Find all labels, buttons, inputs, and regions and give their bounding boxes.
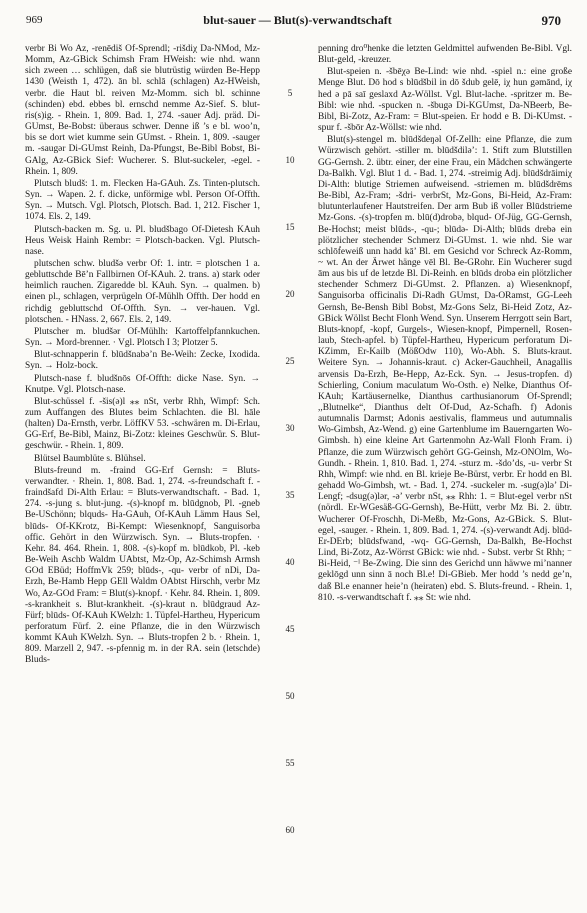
line-number: 30 [285, 423, 295, 433]
line-number: 55 [285, 758, 295, 768]
line-number-gutter [270, 44, 310, 904]
entry-paragraph: plutschen schw. bludšə verbr Of: 1. intr. = plotschen 1 a. gebluttschde Bē’n Fallbirnen Of-KAuh. 2. trans. a) stark oder heimlich rauchen. Zigaredde bl. KAuh. Syn. → qualmen. b) einen pl., schlagen, verprügeln Of-Mühlh Offth. Der hodd en richdig gebluttschd Of-Offth. Syn. → ver-hauen. Vgl. plotschen. - HNass. 2, 667. Els. 2, 149. [25, 258, 260, 325]
line-number: 5 [287, 88, 293, 98]
entry-paragraph: Bluts-freund m. -fraind GG-Erf Gernsh: = Bluts-verwandter. · Rhein. 1, 808. Bad. 1, 274. -s-freundschaft f. -fraindšafd Di-Alth Erlau: = Bluts-verwandtschaft. - Bad. 1, 274. -s-jung s. blut-jung. -(s)-knopf m. blūdgnob, Pl. -gneb Be-USchönn; blquds- Ha-GAuh, Of-KAuh Lämm Haus Sel, blūds- Of-KKrotz, Bi-Kempt: Wiesenknopf, Sanguisorba offic. Gehört in den Würzwisch. Syn. → Bluts-tropfen. · Kehr. 84. 464. Rhein. 1, 808. -(s)-kopf m. blūdkob, Pl. -keb Be-Weih Aschb Waldm UAbtst, Mz-Op, Az-Schimsh Armsh GOd EBüd; HoffmVk 259; blūds-, -qu- verbr of nDi, Da-Erzh, Be-Hamb Hepp GEll Waldm OAbtst Hirschh, verbr Mz Wo, Az-GOd Fram: = Blut(s)-knopf. · Kehr. 84. Rhein. 1, 809. -s-krankheit s. Blut-krankheit. -(s)-kraut n. blūdgraud Az-Fürf; blūds- Of-KAuh KWelzh: 1. Tüpfel-Hartheu, Hypericum perforatum Fürf. 2. eine Pflanze, die in den Würzwisch kommt KAuh KWelzh. Syn. → Bluts-tropfen 2 b. · Rhein. 1, 809. Marzell 2, 947. -s-pfennig m. in der RA. sein (letschde) Bluds- [25, 465, 260, 666]
line-number: 25 [285, 356, 295, 366]
page-number-left: 969 [26, 14, 43, 26]
line-number: 15 [285, 222, 295, 232]
line-number: 35 [285, 490, 295, 500]
entry-paragraph: penning dro⁰henke die letzten Geldmittel aufwenden Be-Bibl. Vgl. Blut-geld, -kreuzer. [318, 44, 572, 66]
entry-paragraph: Blut-schüssel f. -šis(ə)l ⁎⁎ nSt, verbr Rhh, Wimpf: Sch. zum Auffangen des Blutes beim Schlachten. die Bl. hāle (halten) Da-Ernsth, verbr. LöffKV 53. -schwären m. Di-Erlau, GG-Erf, Be-Bibl, Mainz, Bi-Zotz: kleines Geschwür. S. Blut-geschwür. - Rhein. 1, 809. [25, 396, 260, 452]
entry-paragraph: Plutsch-backen m. Sg. u. Pl. bludšbago Of-Dietesh KAuh Heus Weisk Hainh Rembr: = Plotsch-backen. Vgl. Plutsch-nase. [25, 224, 260, 257]
running-title: blut-sauer — Blut(s)-verwandtschaft [203, 13, 392, 27]
entry-paragraph: Blütsel Baumblüte s. Blühsel. [34, 453, 146, 464]
page-header [26, 12, 569, 30]
page-number-right: 970 [541, 13, 561, 28]
line-number: 40 [285, 557, 295, 567]
entry-paragraph: Plutsch bludš: 1. m. Flecken Ha-GAuh. Zs. Tinten-plutsch. Syn. → Wapen. 2. f. dicke, unförmige wbl. Person Of-Offth. Syn. → Mutsch. Vgl. Plotsch, Plotsch. Bad. 1, 212. Fischer 1, 1074. Els. 2, 149. [25, 178, 260, 223]
line-number: 10 [285, 155, 295, 165]
line-number: 20 [285, 289, 295, 299]
entry-paragraph: Plutscher m. bludšər Of-Mühlh: Kartoffelpfannkuchen. Syn. → Mord-brenner. · Vgl. Plotsch I 3; Plotzer 5. [25, 326, 260, 349]
entry-paragraph: Blut(s)-stengel m. blūdšdeŋəl Of-Zellh: eine Pflanze, die zum Würzwisch gehört. -stiller m. blūdšdilə’: 1. Stift zum Blutstillen GG-Gernsh. 2. übtr. einer, der eine Frau, ein Mädchen schwängerte Da-Balkh. Vgl. Blut 1 d. - Bad. 1, 274. -streimig Adj. blūdšdrāimiχ Di-Alth: blutige Striemen aufweisend. -striemen m. blūdšdrēms Be-Bibl, Az-Fram; -šdri- verbrSt, Mz-Gons, Bi-Heid, Az-Fram: blutunterlaufener Hautstreifen. Der arm Bub iß voller Blūdstrieme Mz-Gons. -(s)-tropfen m. blū(d)drobə, blqud- Of-Jüg, GG-Gernsh, Be-Hochst; meist blūds-, -qu-; blūdə- Di-Alth; blūds drebə ein plötzlicher stechender Schmerz Di-GUmst. 1. wie nhd. Sie war schlōḟeweiß unn hadd kā’ Bl. em Gesichd vor Schreck Az-Romm, ~ wt. An der Ärwet hänge vēl Bl. Be-GRohr. Ein Wucherer sugd ām aus bis uf de letzde Bl. Di-Reinh. en blūds drobə ein plötzlicher stechender Schmerz Di-GUmst. 2. Pflanzen. a) Wiesenknopf, Sanguisorba officinalis Di-Radh GUmst, Da-ORamst, GG-Leeh Gernsh, Be-Bensh Bibl Bobst, Mz-Gons Selz, Bi-Heid Zotz, Az-GBick Wöllst Becht Flonh Wend. Syn. Unserem Herrgott sein Bart, Bluts-knopf, -kopf, Gurgels-, Wiesen-knopf, Pimpernell, Rosen-laub, Stech-apfel. b) Tüpfel-Hartheu, Hypericum perforatum Di-KZimm, Er-Kailb (MößOdw 110), Wo-Abh. S. Bluts-kraut. Weitere Syn. → Johannis-kraut. c) Acker-Gauchheil, Anagallis arvensis Da-Erzh, Be-Hepp, Az-Eck. Syn. → Jesus-tropfen. d) Schierling, Conium maculatum Wo-Osth. e) Nelke, Dianthus Of-KAuh; Kartäusernelke, Dianthus carthusianorum Of-Sprendl; ,,Blutnelke“, Dianthus delt Of-Dud, Az-Schafh. f) Adonis autumnalis Darmst; Adonis aestivalis, flammeus und autumnalis Wo-Gimbsh, Az-Wend. g) eine Gartenblume im Bauerngarten Wo-Gimbsh. h) eine kleine Art Gartenmohn Az-Wall Flonh Fram. i) Pflanze, die zum Würzwisch gehört GG-Geinsh, Mz-ONOlm, Wo-Gundh. - Rhein. 1, 810. Bad. 1, 274. -sturz m. -šdo’ds, -u- verbr St Rhh, Wimpf: wie nhd. en Bl. krieje Be-Bürst, verbr. Er hodd en Bl. gehadd Wo-Gimbsh, wt. - Bad. 1, 274. -suckeler m. -sug(ə)lə’ Di-Lengf; -dsug(ə)lər, -ə’ verbr nSt, ⁎⁎ Rhh: 1. = Blut-egel verbr nSt (nördl. Er-WGesäß-GG-Gernsh), Be-Hütt, verbr Mz Bi. 2. übtr. Wucherer Of-Froschh, Di-Meßb, Mz-Gons, Az-GBick. S. Blut-egel, -sauger. - Rhein. 1, 809. Bad. 1, 274. -(s)-verwandt Adj. blūd- Er-DErb; blūdsfwand, -wq- GG-Gernsh, Da-Balkh, Be-Hochst Lind, Bi-Zotz, Az-Wörrst GBick: wie nhd. - Subst. verbr St Rhh; ⁻ Bi-Heid, ⁻ᴵ Be-Zwing. Die sinn des Gerichd unn häwwe mi’nanner geklōgd unn sinn ā noch Bl.e! Di-GBieb. Mer hodd ’s nedd ge’n, daß Bl.e enanner heie’n (heiraten) ebd. S. Bluts-freund. - Rhein. 1, 810. -s-verwandtschaft f. ⁎⁎ St: wie nhd. [318, 135, 572, 603]
entry-paragraph: Plutsch-nase f. bludšnōs Of-Offth: dicke Nase. Syn. → Knutpe. Vgl. Plotsch-nase. [25, 373, 260, 395]
line-number: 60 [285, 825, 295, 835]
entry-paragraph: verbr Bi Wo Az, -renēdiš Of-Sprendl; -rišdi̇χ Da-NMod, Mz-Momm, Az-GBick Schimsh Fram HWeish: wie nhd. wann sich zween … schlügen, daß sie blutrüstig würden Be-Hepp 1430 (Weisth 1, 472). ān bl. schlā (schlagen) Az-HWeish, verbr. die Haut bl. reiven Mz-Momm. sich bl. schinne (schinden) ebd. ebbes bl. ernschd nemme Az-Sief. S. blut-ris(s)ig. - Rhein. 1, 809. Bad. 1, 274. -sauer Adj. präd. Di-GUmst, Be-Bobst: überaus schwer. Denne iß ’s e bl. woo’n, bis se dort wiet kumme sein GUmst. - Rhein. 1, 809. -sauger m. -saugər Di-GUmst Reinh, Da-Pfungst, Be-Bibl Bobst, Bi-GAlg, Az-GBick Sief: Wucherer. S. Blut-suckeler, -egel. - Rhein. 1, 809. [25, 44, 260, 177]
entry-paragraph: Blut-speien n. -šbēχə Be-Lind: wie nhd. -spiel n.: eine große Menge Blut. Dō hod s blūdšbil in dō šdub gelē, iχ hun gəmānd, iχ hed ə pā saī geslaxd Az-Wöllst. Vgl. Blut-lache. -spritzer m. Be-Bibl: wie nhd. -spucken n. -šbugə Di-KGUmst, Da-NBeerb, Be-Bibl, Bi-Zotz, Az-Fram: = Blut-speien. Er hodd e B. Di-KUmst. -spur f. -šbōr Az-Wöllst: wie nhd. [318, 67, 572, 134]
entry-paragraph: Blut-schnapperin f. blūdšnabə’n Be-Weih: Zecke, Ixodida. Syn. → Holz-bock. [25, 350, 260, 372]
left-column [25, 44, 260, 904]
line-number: 50 [285, 691, 295, 701]
right-column [318, 44, 572, 904]
line-number: 45 [285, 624, 295, 634]
